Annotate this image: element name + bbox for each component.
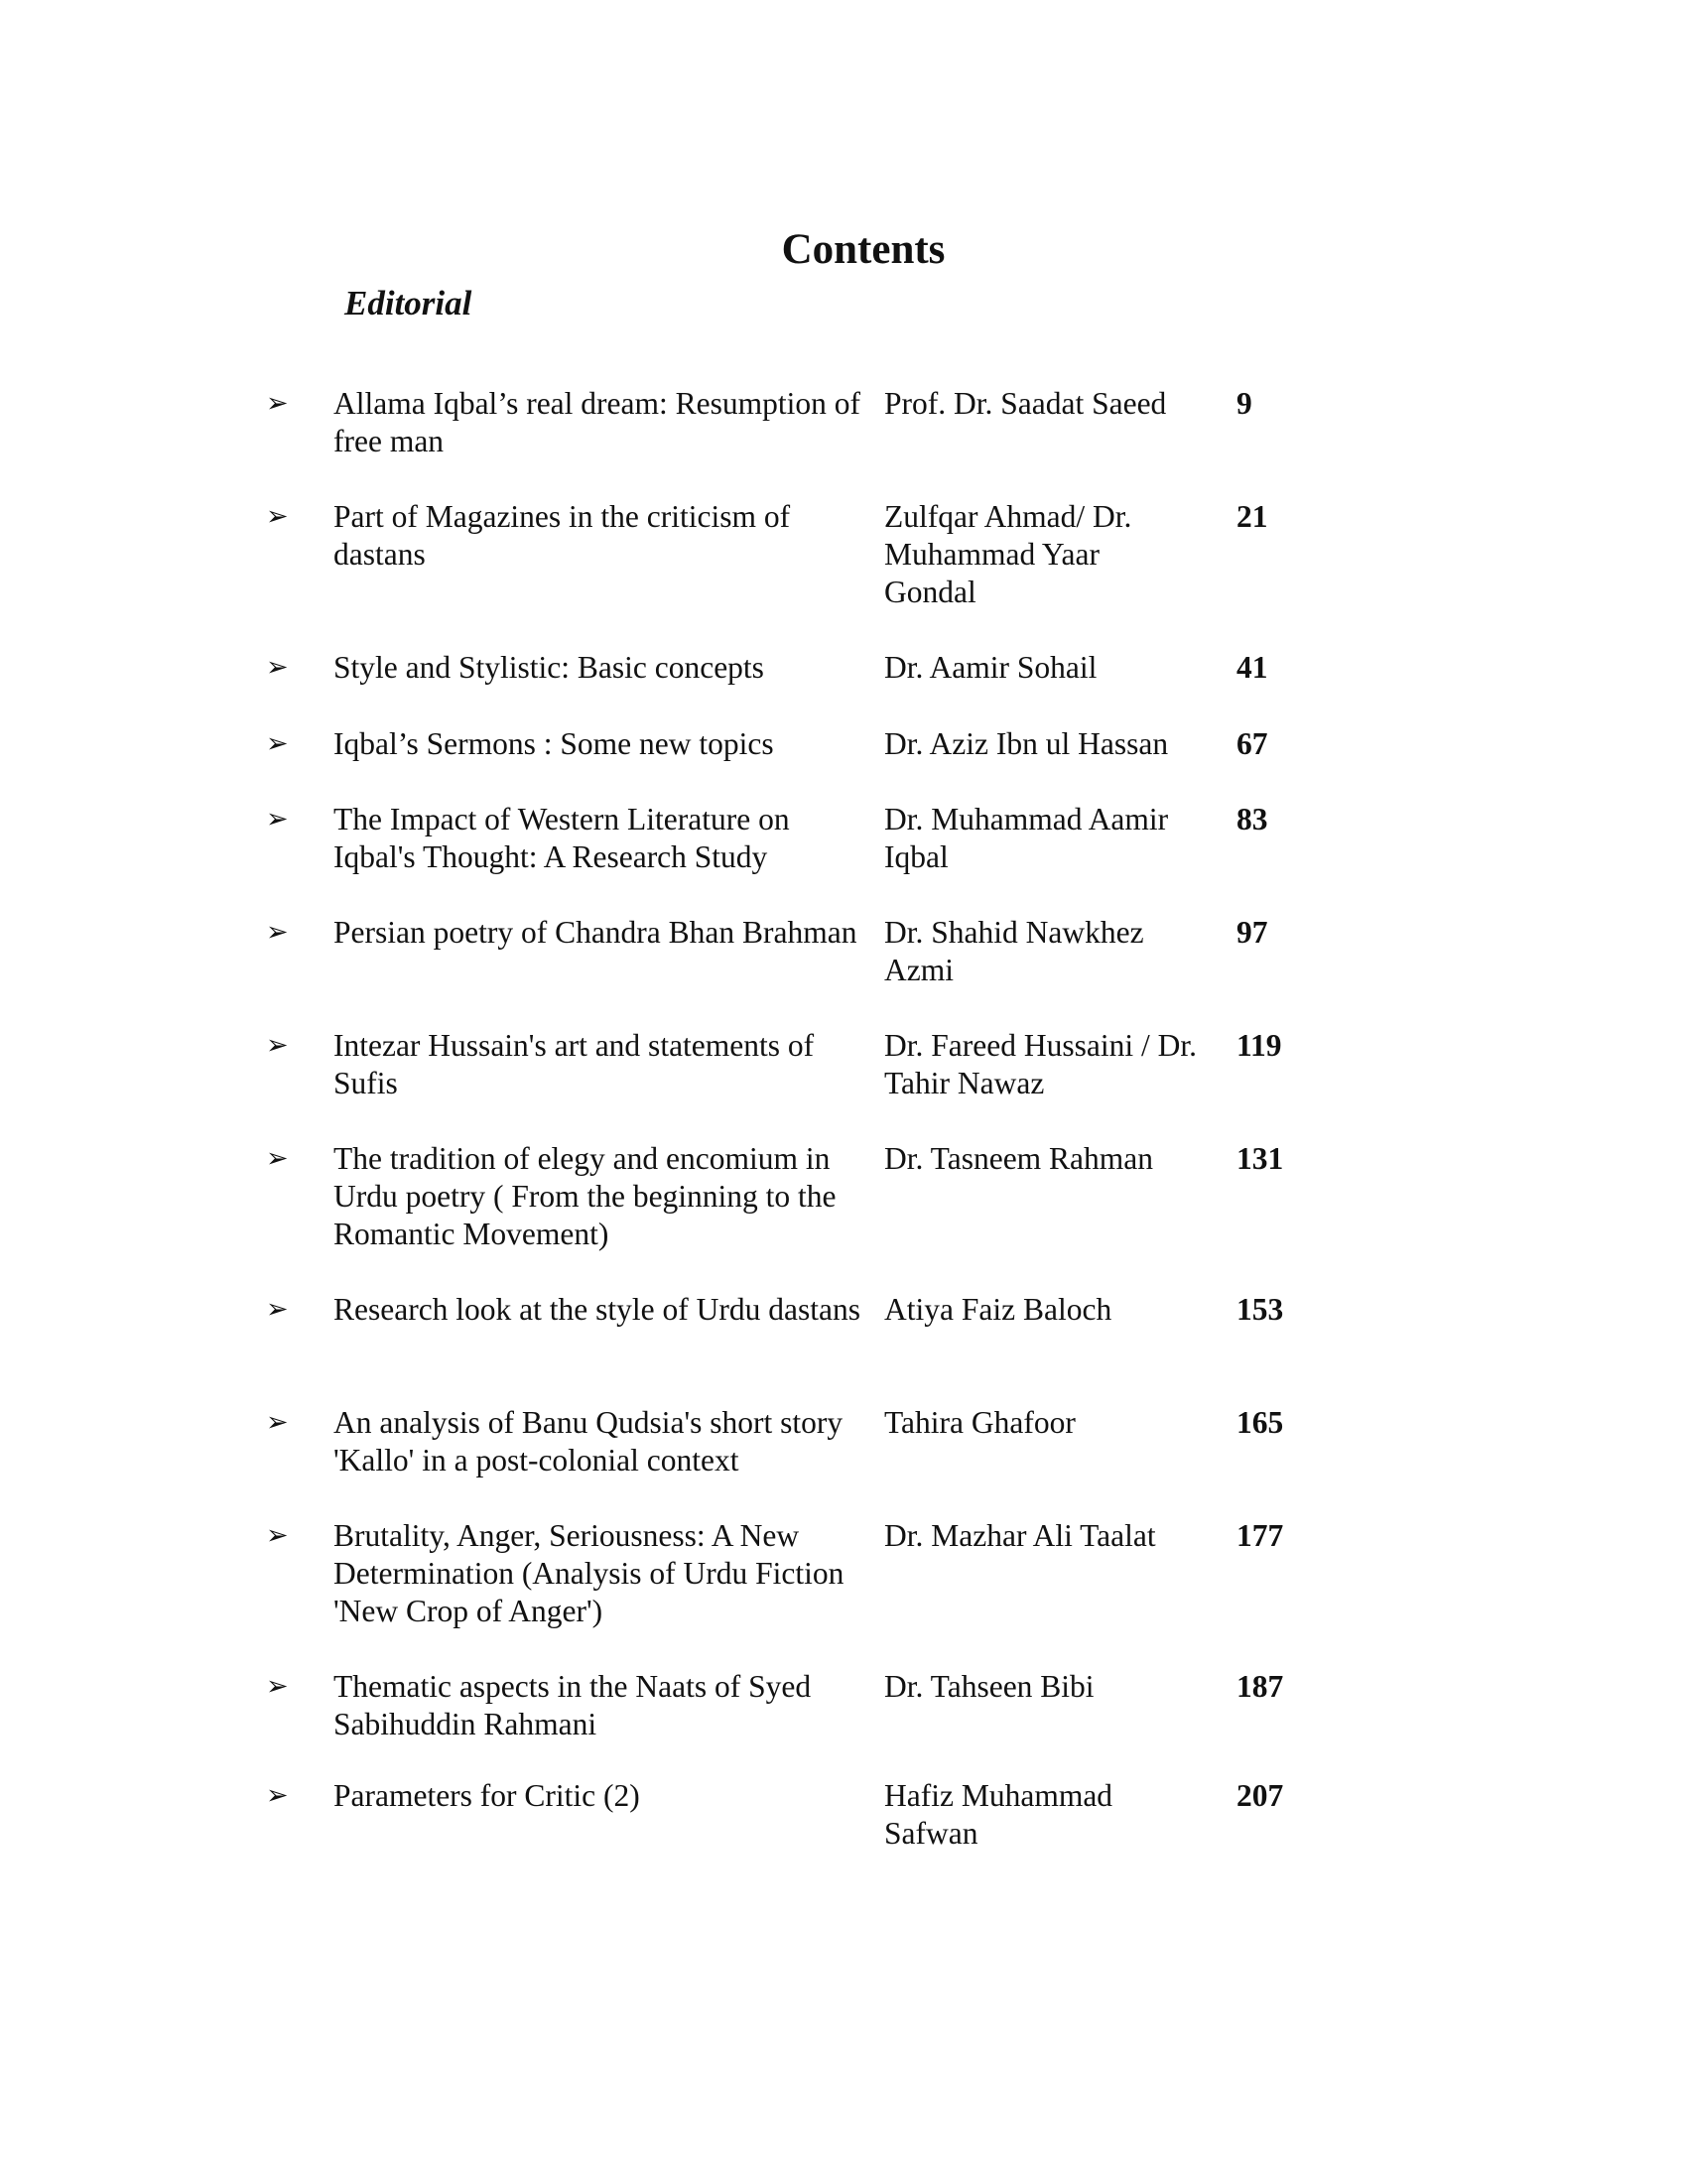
entry-page-number: 119 xyxy=(1236,1028,1282,1063)
entry-author: Atiya Faiz Baloch xyxy=(884,1292,1112,1327)
entry-page-number: 207 xyxy=(1236,1778,1284,1813)
entry-page-number: 97 xyxy=(1236,915,1268,950)
entry-author: Dr. Muhammad Aamir Iqbal xyxy=(884,802,1169,874)
entry-title: Allama Iqbal’s real dream: Resumption of free man xyxy=(333,386,860,458)
arrow-bullet-icon: ➢ xyxy=(266,1030,289,1061)
arrow-bullet-icon: ➢ xyxy=(266,1294,289,1325)
entry-title: The tradition of elegy and encomium in Urdu poetry ( From the beginning to the Romantic Movement) xyxy=(333,1141,837,1251)
entry-title: Parameters for Critic (2) xyxy=(333,1778,640,1813)
entry-page-number: 9 xyxy=(1236,386,1252,421)
arrow-bullet-icon: ➢ xyxy=(266,388,289,419)
entry-page-number: 131 xyxy=(1236,1141,1284,1176)
arrow-bullet-icon: ➢ xyxy=(266,1780,289,1811)
entry-author: Dr. Tahseen Bibi xyxy=(884,1669,1095,1704)
editorial-heading: Editorial xyxy=(344,284,472,322)
entry-page-number: 177 xyxy=(1236,1518,1284,1553)
entry-page-number: 153 xyxy=(1236,1292,1284,1327)
entry-page-number: 187 xyxy=(1236,1669,1284,1704)
arrow-bullet-icon: ➢ xyxy=(266,501,289,532)
arrow-bullet-icon: ➢ xyxy=(266,1407,289,1438)
entry-author: Dr. Fareed Hussaini / Dr. Tahir Nawaz xyxy=(884,1028,1197,1100)
arrow-bullet-icon: ➢ xyxy=(266,1143,289,1174)
entry-page-number: 165 xyxy=(1236,1405,1284,1440)
entry-title: An analysis of Banu Qudsia's short story 'Kallo' in a post-colonial context xyxy=(333,1405,844,1477)
entry-page-number: 41 xyxy=(1236,650,1268,685)
entry-author: Zulfqar Ahmad/ Dr. Muhammad Yaar Gondal xyxy=(884,499,1132,609)
arrow-bullet-icon: ➢ xyxy=(266,804,289,835)
entry-page-number: 83 xyxy=(1236,802,1268,836)
entry-title: Part of Magazines in the criticism of dastans xyxy=(333,499,791,572)
entry-title: Persian poetry of Chandra Bhan Brahman xyxy=(333,915,857,950)
entry-title: Iqbal’s Sermons : Some new topics xyxy=(333,726,774,761)
entry-author: Tahira Ghafoor xyxy=(884,1405,1076,1440)
entry-title: Research look at the style of Urdu dastans xyxy=(333,1292,860,1327)
entry-author: Prof. Dr. Saadat Saeed xyxy=(884,386,1167,421)
entry-author: Dr. Mazhar Ali Taalat xyxy=(884,1518,1156,1553)
arrow-bullet-icon: ➢ xyxy=(266,728,289,759)
entry-page-number: 21 xyxy=(1236,499,1268,534)
entry-author: Dr. Shahid Nawkhez Azmi xyxy=(884,915,1144,987)
entry-author: Dr. Tasneem Rahman xyxy=(884,1141,1154,1176)
entry-title: Brutality, Anger, Seriousness: A New Determination (Analysis of Urdu Fiction 'New Crop of Anger') xyxy=(333,1518,844,1628)
entry-title: The Impact of Western Literature on Iqbal's Thought: A Research Study xyxy=(333,802,790,874)
entry-author: Dr. Aziz Ibn ul Hassan xyxy=(884,726,1169,761)
arrow-bullet-icon: ➢ xyxy=(266,917,289,948)
entry-author: Dr. Aamir Sohail xyxy=(884,650,1098,685)
page-title: Contents xyxy=(781,226,946,273)
arrow-bullet-icon: ➢ xyxy=(266,1671,289,1702)
entry-title: Style and Stylistic: Basic concepts xyxy=(333,650,764,685)
entry-title: Thematic aspects in the Naats of Syed Sabihuddin Rahmani xyxy=(333,1669,812,1741)
arrow-bullet-icon: ➢ xyxy=(266,1520,289,1551)
arrow-bullet-icon: ➢ xyxy=(266,652,289,683)
entry-title: Intezar Hussain's art and statements of Sufis xyxy=(333,1028,815,1100)
entry-author: Hafiz Muhammad Safwan xyxy=(884,1778,1113,1851)
entry-page-number: 67 xyxy=(1236,726,1268,761)
